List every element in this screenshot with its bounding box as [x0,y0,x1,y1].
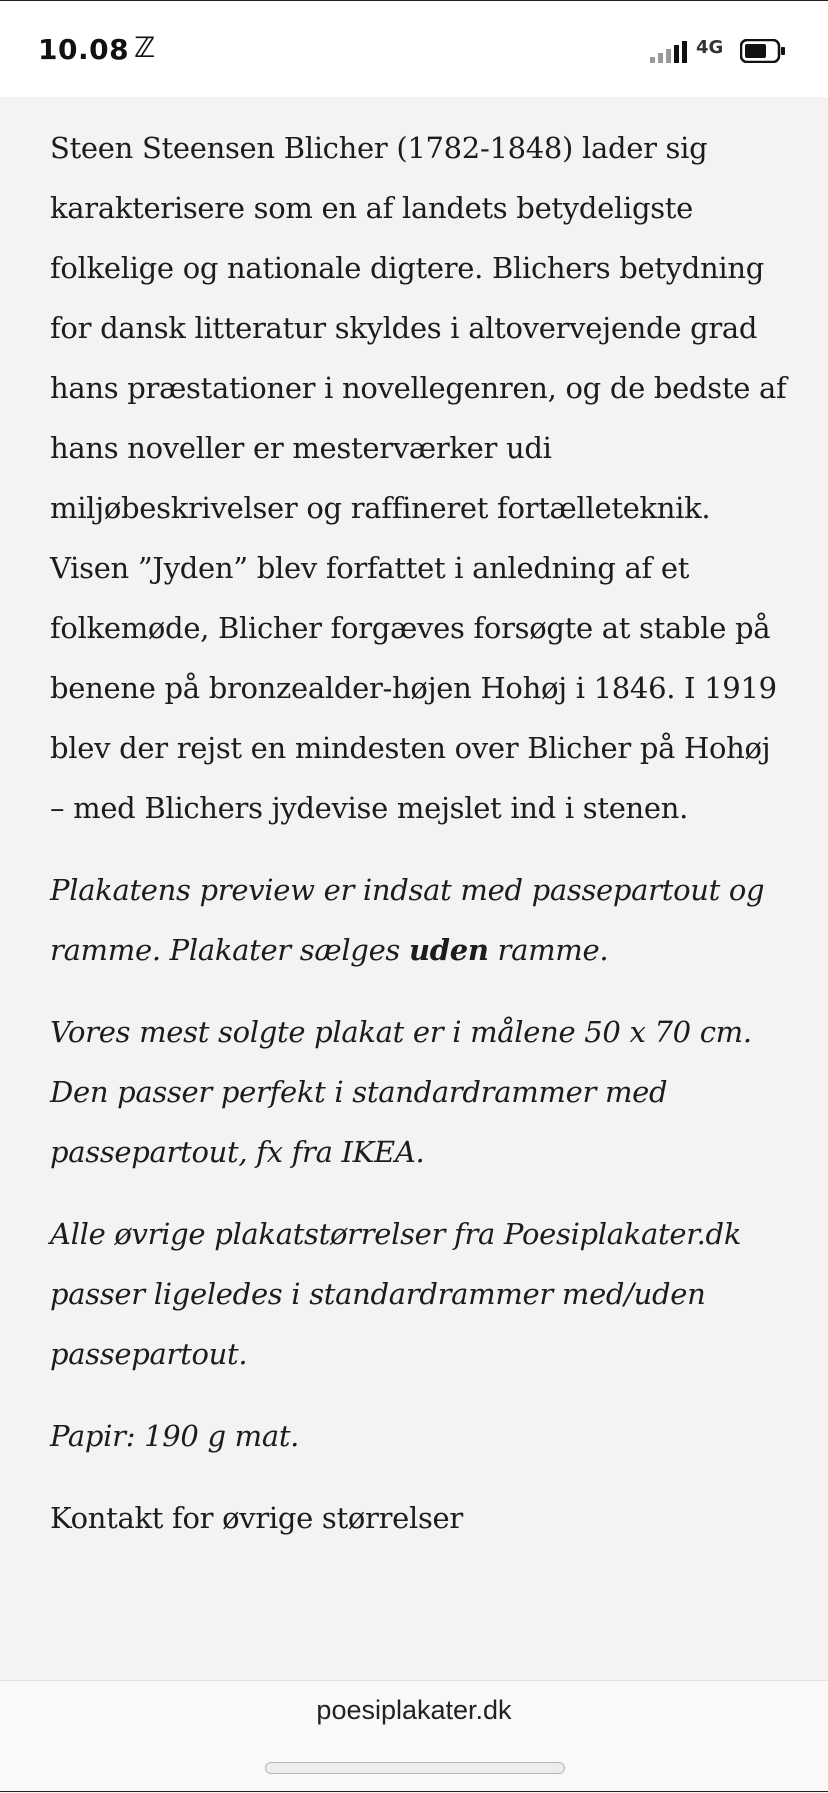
battery-icon [740,39,786,63]
description-paragraph: Steen Steensen Blicher (1782-1848) lader sig karakterisere som en af landets betydeligste folkelige og nationale digtere. Blichers betydning for dansk litteratur skyldes i altovervejende grad hans præstationer i novellegenren, og de bedste af hans noveller er mesterværker udi miljøbeskrivelser og raffineret fortælleteknik. Visen ”Jyden” blev forfattet i anledning af et folkemøde, Blicher forgæves forsøgte at stable på benene på bronzealder-højen Hohøj i 1846. I 1919 blev der rejst en mindesten over Blicher på Hohøj – med Blichers jydevise mejslet ind i stenen. [50,131,787,825]
battery-level [745,44,766,58]
preview-note-end: ramme. [488,933,609,967]
status-time: 10.08 [38,33,130,66]
status-bar [0,1,828,97]
other-sizes-note: Alle øvrige plakatstørrelser fra Poesiplakater.dk passer ligeledes i standardrammer med/uden passepartout. [50,1217,742,1371]
network-label: 4G [696,37,724,58]
home-indicator[interactable] [265,1762,565,1774]
notification-icon: ℤ [134,31,156,64]
browser-address-bar[interactable] [0,1680,828,1793]
size-note: Vores mest solgte plakat er i målene 50 x 70 cm. Den passer perfekt i standardrammer med passepartout, fx fra IKEA. [50,1015,752,1169]
paper-note: Papir: 190 g mat. [50,1419,300,1453]
address-url[interactable]: poesiplakater.dk [316,1695,512,1725]
preview-note-text: Plakatens preview er indsat med passepartout og ramme. Plakater sælges [50,873,765,967]
preview-note [50,860,790,980]
contact-note: Kontakt for øvrige størrelser [50,1501,463,1535]
signal-icon [650,41,690,63]
preview-note-emphasis: uden [408,933,489,967]
product-description [50,118,790,1548]
